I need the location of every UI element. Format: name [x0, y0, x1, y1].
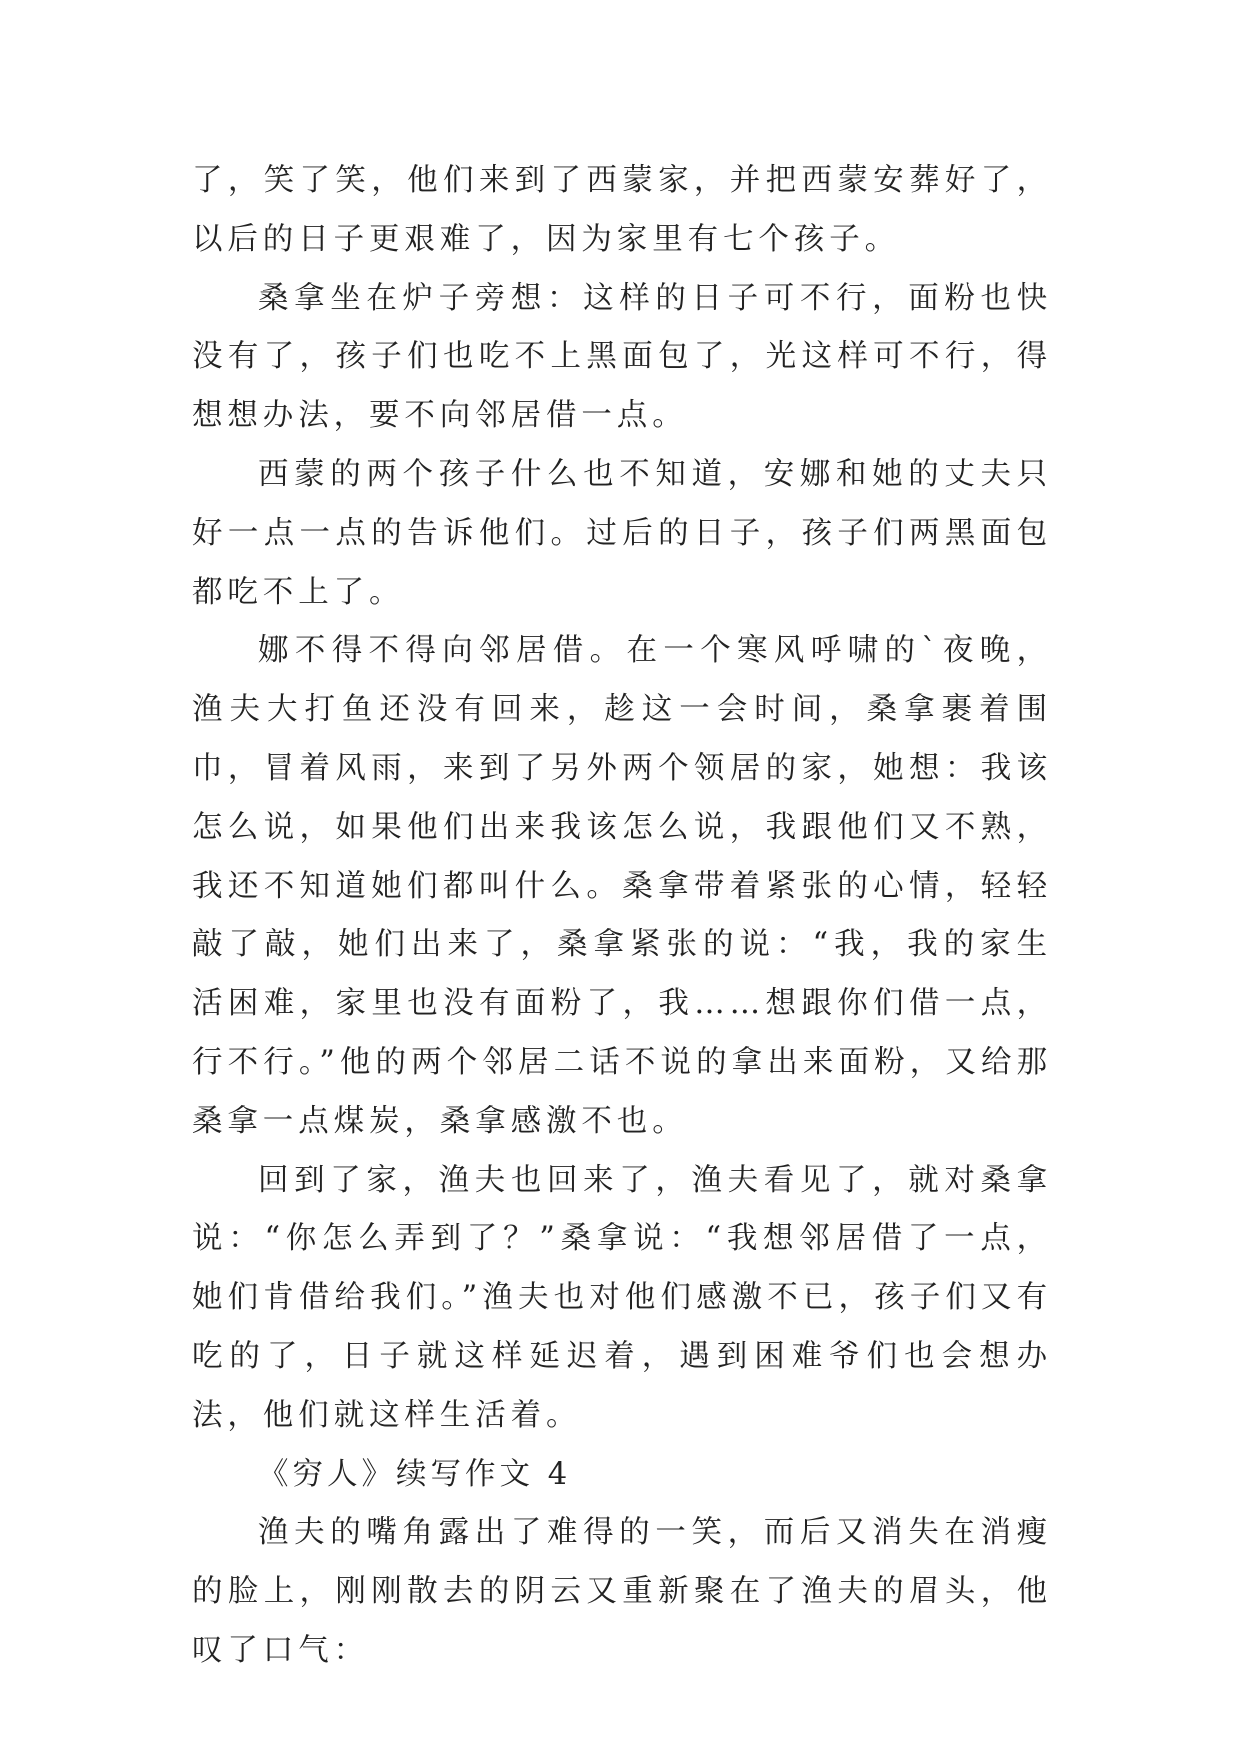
- paragraph-continuation: 了，笑了笑，他们来到了西蒙家，并把西蒙安葬好了，以后的日子更艰难了，因为家里有七个孩子。: [192, 163, 1052, 257]
- paragraph: 西蒙的两个孩子什么也不知道，安娜和她的丈夫只好一点一点的告诉他们。过后的日子，孩子们两黑面包都吃不上了。: [192, 456, 1052, 610]
- paragraph: 渔夫的嘴角露出了难得的一笑，而后又消失在消瘦的脸上，刚刚散去的阴云又重新聚在了渔夫的眉头，他叹了口气：: [192, 1515, 1052, 1668]
- section-heading: 《穷人》续写作文 4: [258, 1456, 572, 1492]
- document-body: [192, 152, 1052, 1681]
- paragraph: 娜不得不得向邻居借。在一个寒风呼啸的`夜晚，渔夫大打鱼还没有回来，趁这一会时间，桑拿裹着围巾，冒着风雨，来到了另外两个领居的家，她想：我该怎么说，如果他们出来我该怎么说，我跟他们又不熟，我还不知道她们都叫什么。桑拿带着紧张的心情，轻轻敲了敲，她们出来了，桑拿紧张的说：“我，我的家生活困难，家里也没有面粉了，我……想跟你们借一点，行不行。”他的两个邻居二话不说的拿出来面粉，又给那桑拿一点煤炭，桑拿感激不也。: [192, 633, 1052, 1139]
- paragraph: 桑拿坐在炉子旁想：这样的日子可不行，面粉也快没有了，孩子们也吃不上黑面包了，光这样可不行，得想想办法，要不向邻居借一点。: [192, 280, 1052, 434]
- paragraph: 回到了家，渔夫也回来了，渔夫看见了，就对桑拿说：“你怎么弄到了？”桑拿说：“我想邻居借了一点，她们肯借给我们。”渔夫也对他们感激不已，孩子们又有吃的了，日子就这样延迟着，遇到困难爷们也会想办法，他们就这样生活着。: [192, 1162, 1052, 1433]
